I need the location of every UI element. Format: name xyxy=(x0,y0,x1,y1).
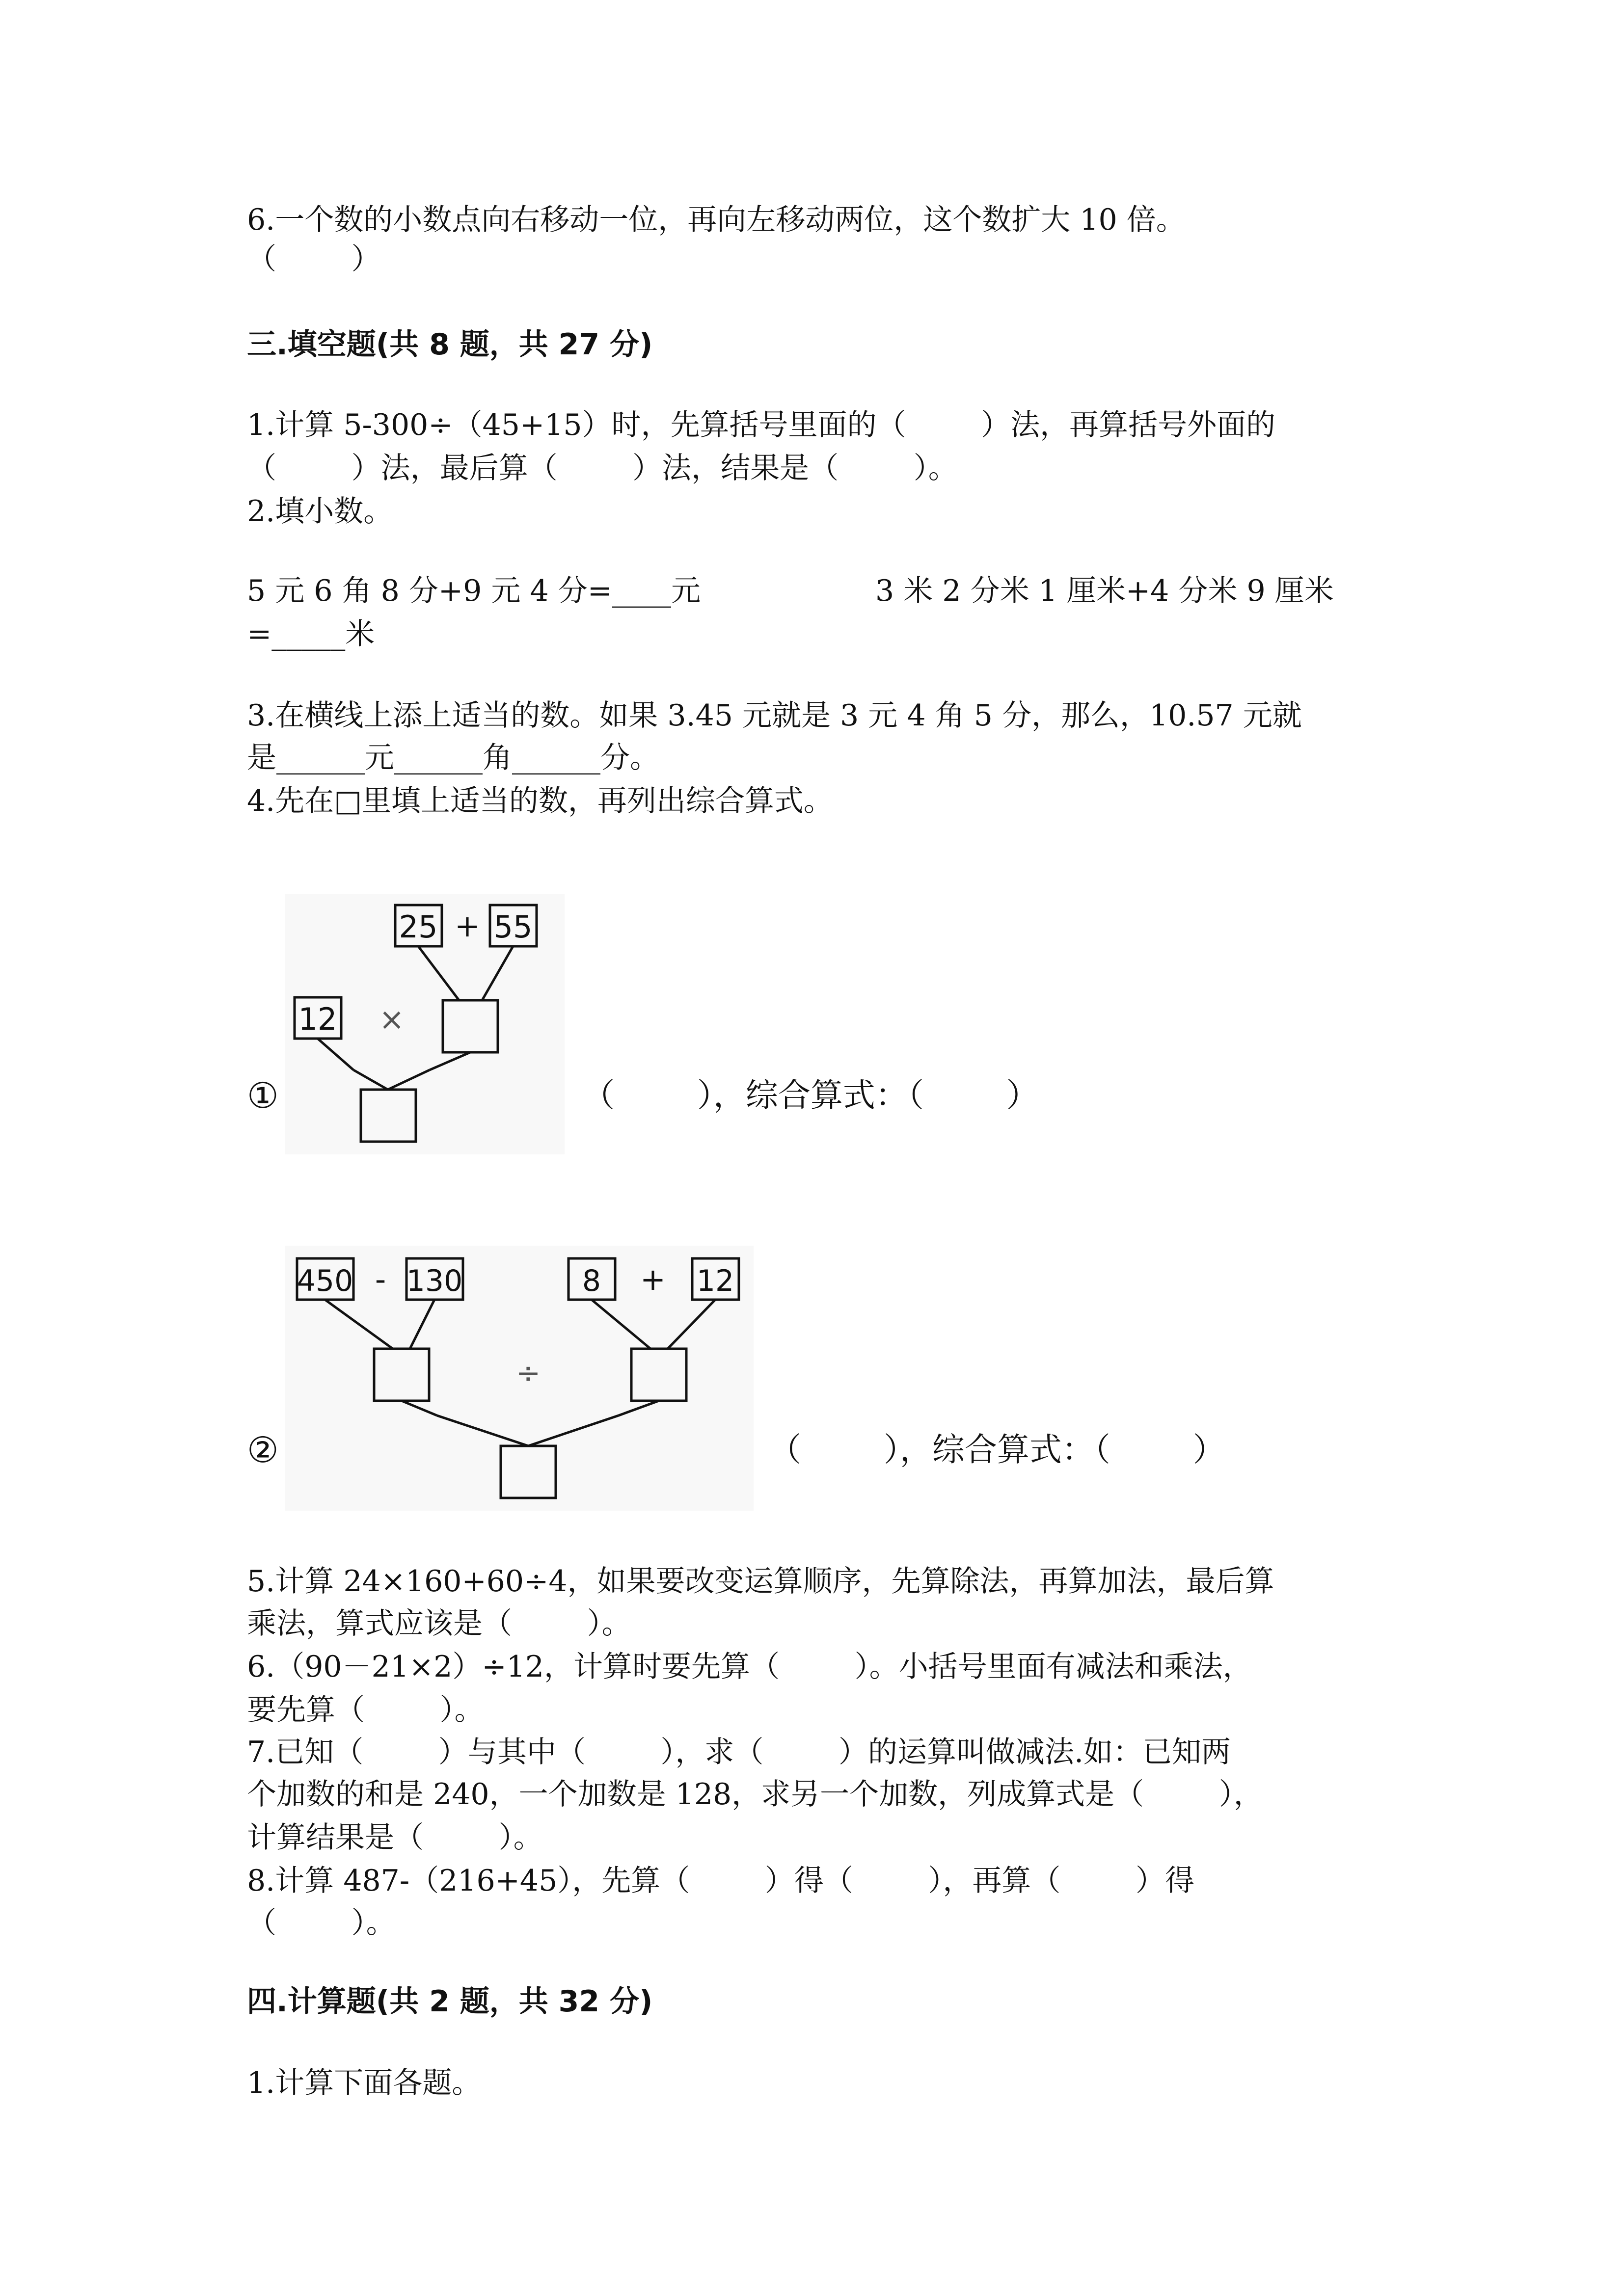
fig2-b: 130 xyxy=(406,1264,463,1298)
fig1-top-right: 55 xyxy=(493,909,533,945)
fig1-mid-left: 12 xyxy=(298,1001,337,1037)
fig2-mid-op: ÷ xyxy=(515,1356,541,1390)
figure-2-marker: ② xyxy=(247,1429,279,1470)
fig2-op2: + xyxy=(640,1261,666,1297)
q1-line1: 1.计算 5-300÷（45+15）时，先算括号里面的（ ）法，再算括号外面的 xyxy=(247,408,1276,442)
q8-line1: 8.计算 487-（216+45），先算（ ）得（ ），再算（ ）得 xyxy=(247,1864,1194,1898)
fig2-op1: - xyxy=(375,1261,386,1297)
q8-line2: （ ）。 xyxy=(247,1906,396,1940)
q5-line2: 乘法，算式应该是（ ）。 xyxy=(247,1606,631,1641)
q1-line2: （ ）法，最后算（ ）法，结果是（ ）。 xyxy=(247,451,958,485)
q4-title: 4.先在□里填上适当的数，再列出综合算式。 xyxy=(247,784,833,818)
empty-box-product xyxy=(361,1090,416,1142)
figure-2-tree-diagram xyxy=(285,1246,754,1511)
fig2-c: 8 xyxy=(582,1264,601,1298)
q2-line1-a: 5 元 6 角 8 分+9 元 4 分=____元 xyxy=(247,574,701,608)
q3-line2: 是______元______角______分。 xyxy=(247,741,659,775)
empty-box-sum xyxy=(631,1349,686,1401)
question-6-prev-blank: （ ） xyxy=(247,242,381,276)
fig1-mid-op: × xyxy=(379,1001,405,1037)
empty-box-quotient xyxy=(501,1446,556,1498)
empty-box-diff xyxy=(374,1349,429,1401)
empty-box-sum xyxy=(443,1000,498,1052)
section-3-title: 三.填空题(共 8 题，共 27 分) xyxy=(247,327,653,362)
question-6-prev: 6.一个数的小数点向右移动一位，再向左移动两位，这个数扩大 10 倍。 xyxy=(247,203,1186,237)
figure-1-answer: （ ），综合算式：（ ） xyxy=(582,1076,1039,1114)
figure-1-marker: ① xyxy=(247,1075,279,1116)
q2-line1-b: 3 米 2 分米 1 厘米+4 分米 9 厘米 xyxy=(875,574,1334,608)
fig1-top-left: 25 xyxy=(399,909,438,945)
fig2-a: 450 xyxy=(297,1264,353,1298)
section-4-title: 四.计算题(共 2 题，共 32 分) xyxy=(247,1984,653,2019)
q5-line1: 5.计算 24×160+60÷4，如果要改变运算顺序，先算除法，再算加法，最后算 xyxy=(247,1564,1274,1599)
q7-line2: 个加数的和是 240，一个加数是 128，求另一个加数，列成算式是（ ）， xyxy=(247,1777,1263,1812)
figure-1-tree-diagram xyxy=(285,894,565,1154)
q2-title: 2.填小数。 xyxy=(247,494,393,529)
q2-line2: =_____米 xyxy=(247,617,375,651)
fig2-d: 12 xyxy=(696,1264,734,1298)
q3-line1: 3.在横线上添上适当的数。如果 3.45 元就是 3 元 4 角 5 分，那么，10.57 元就 xyxy=(247,698,1302,733)
q7-line3: 计算结果是（ ）。 xyxy=(247,1820,543,1855)
q6-line1: 6.（90－21×2）÷12，计算时要先算（ ）。小括号里面有减法和乘法， xyxy=(247,1650,1252,1684)
q6-line2: 要先算（ ）。 xyxy=(247,1693,484,1727)
section-4-q1: 1.计算下面各题。 xyxy=(247,2066,482,2100)
fig1-top-op: + xyxy=(455,908,480,944)
q7-line1: 7.已知（ ）与其中（ ），求（ ）的运算叫做减法.如：已知两 xyxy=(247,1735,1231,1769)
figure-2-answer: （ ），综合算式：（ ） xyxy=(769,1431,1225,1468)
